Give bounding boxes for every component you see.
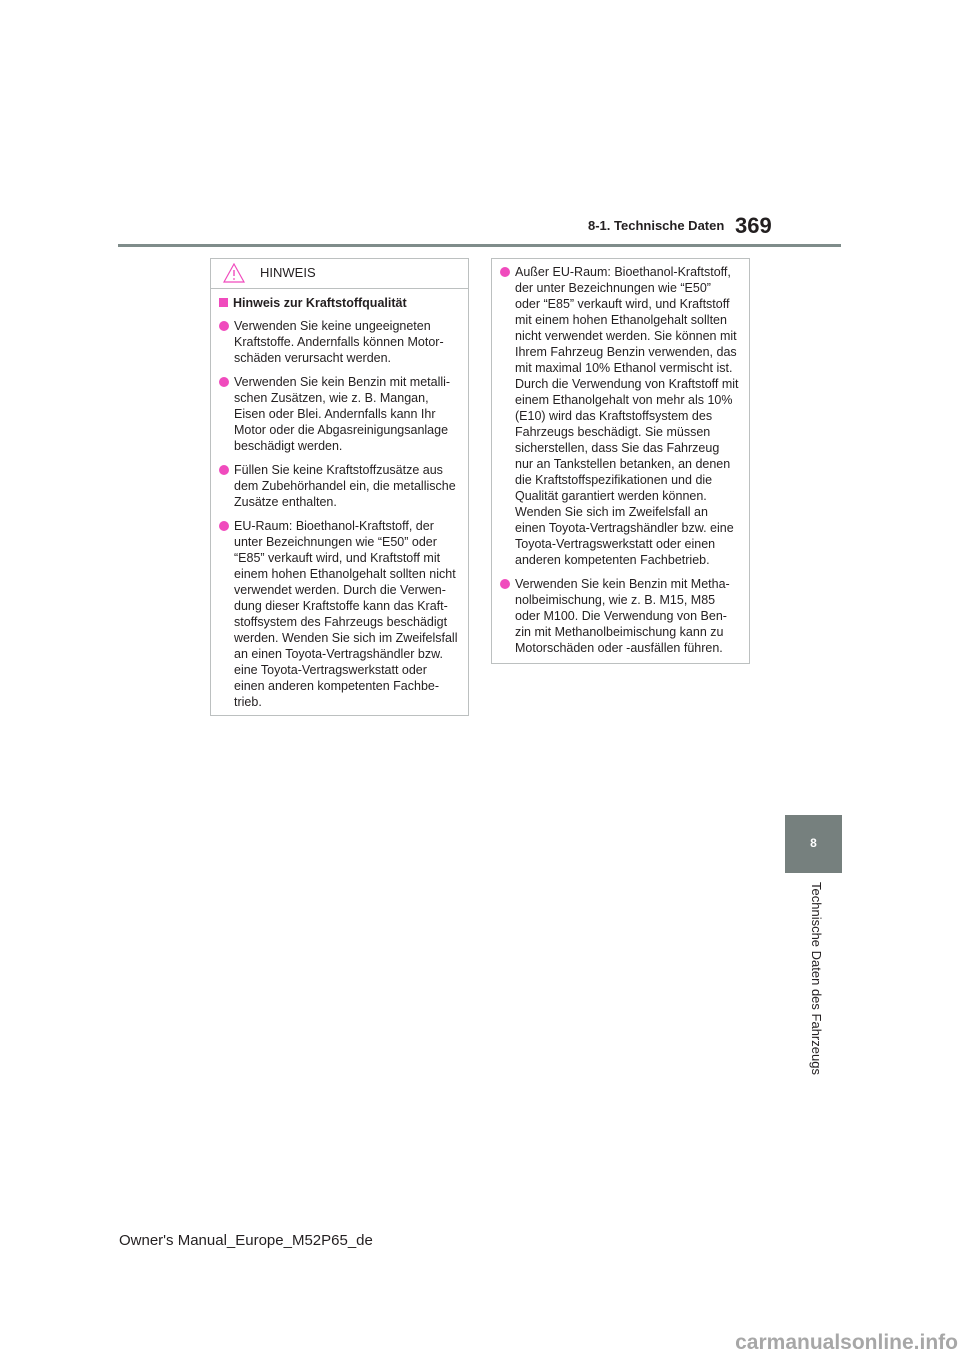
dot-bullet <box>219 521 229 531</box>
notice-body-right <box>492 259 749 656</box>
watermark: carmanualsonline.info <box>619 1328 960 1358</box>
dot-bullet <box>219 465 229 475</box>
list-item-text: Außer EU-Raum: Bioethanol-Kraftstoff, der unter Bezeichnungen wie “E50” oder “E85” verkauft wird, und Kraftstoff mit einem hohen Ethanolgehalt sollten nicht verwendet werden. Sie können mit Ihrem Fahrzeug Benzin verwenden, das mit maximal 10% Ethanol vermischt ist. Durch die Verwendung von Kraftstoff mit einem Ethanolgehalt von mehr als 10% (E10) wird das Kraftstoffsystem des Fahrzeugs beschädigt. Sie müssen sicherstellen, dass Sie das Fahrzeug nur an Tankstellen betanken, an denen die Kraftstoffspezifikationen und die Qualität garantiert werden können. Wenden Sie sich im Zweifelsfall an einen Toyota-Vertragshändler bzw. eine Toyota-Vertragswerkstatt oder einen anderen kompetenten Fachbetrieb. <box>515 265 739 567</box>
list-item <box>219 318 458 366</box>
list-item <box>500 264 739 568</box>
notice-heading <box>219 295 458 311</box>
dot-bullet <box>219 377 229 387</box>
notice-body-left <box>211 295 468 710</box>
page-number: 369 <box>735 213 772 238</box>
footer-text: Owner's Manual_Europe_M52P65_de <box>119 1232 373 1249</box>
chapter-tab-number: 8 <box>810 836 817 850</box>
list-item <box>219 462 458 510</box>
list-item-text: Füllen Sie keine Kraftstoffzusätze aus dem Zubehörhandel ein, die metallische Zusätze enthalten. <box>234 463 456 509</box>
list-item-text: Verwenden Sie kein Benzin mit Metha-nolbeimischung, wie z. B. M15, M85 oder M100. Die Verwendung von Ben-zin mit Methanolbeimischung kann zu Motorschäden oder -ausfällen führen. <box>515 577 730 655</box>
dot-bullet <box>219 321 229 331</box>
notice-heading-text: Hinweis zur Kraftstoffqualität <box>233 296 407 310</box>
list-item-text: Verwenden Sie keine ungeeigneten Kraftstoffe. Andernfalls können Motor-schäden verursacht werden. <box>234 319 444 365</box>
list-item <box>219 518 458 710</box>
list-item-text: EU-Raum: Bioethanol-Kraftstoff, der unter Bezeichnungen wie “E50” oder “E85” verkauft wird, und Kraftstoff mit einem hohen Ethanolgehalt sollten nicht verwendet werden. Durch die Verwen-dung dieser Kraftstoffe kann das Kraft-stoffsystem des Fahrzeugs beschädigt werden. Wenden Sie sich im Zweifelsfall an einen Toyota-Vertragshändler bzw. eine Toyota-Vertragswerkstatt oder einen anderen kompetenten Fachbe-trieb. <box>234 519 458 709</box>
header-rule <box>118 244 841 247</box>
chapter-title: Technische Daten des Fahrzeugs <box>809 882 824 1075</box>
notice-box-right <box>491 258 750 664</box>
list-item-text: Verwenden Sie kein Benzin mit metalli-schen Zusätzen, wie z. B. Mangan, Eisen oder Blei. Andernfalls kann Ihr Motor oder die Abgasreinigungsanlage beschädigt werden. <box>234 375 451 453</box>
section-title: 8-1. Technische Daten <box>588 218 725 233</box>
chapter-tab[interactable] <box>785 815 842 873</box>
dot-bullet <box>500 267 510 277</box>
warning-triangle-icon <box>223 263 245 283</box>
dot-bullet <box>500 579 510 589</box>
square-bullet <box>219 298 228 307</box>
notice-header <box>211 259 468 289</box>
notice-box-left <box>210 258 469 716</box>
list-item <box>500 576 739 656</box>
list-item <box>219 374 458 454</box>
notice-label: HINWEIS <box>260 265 316 280</box>
